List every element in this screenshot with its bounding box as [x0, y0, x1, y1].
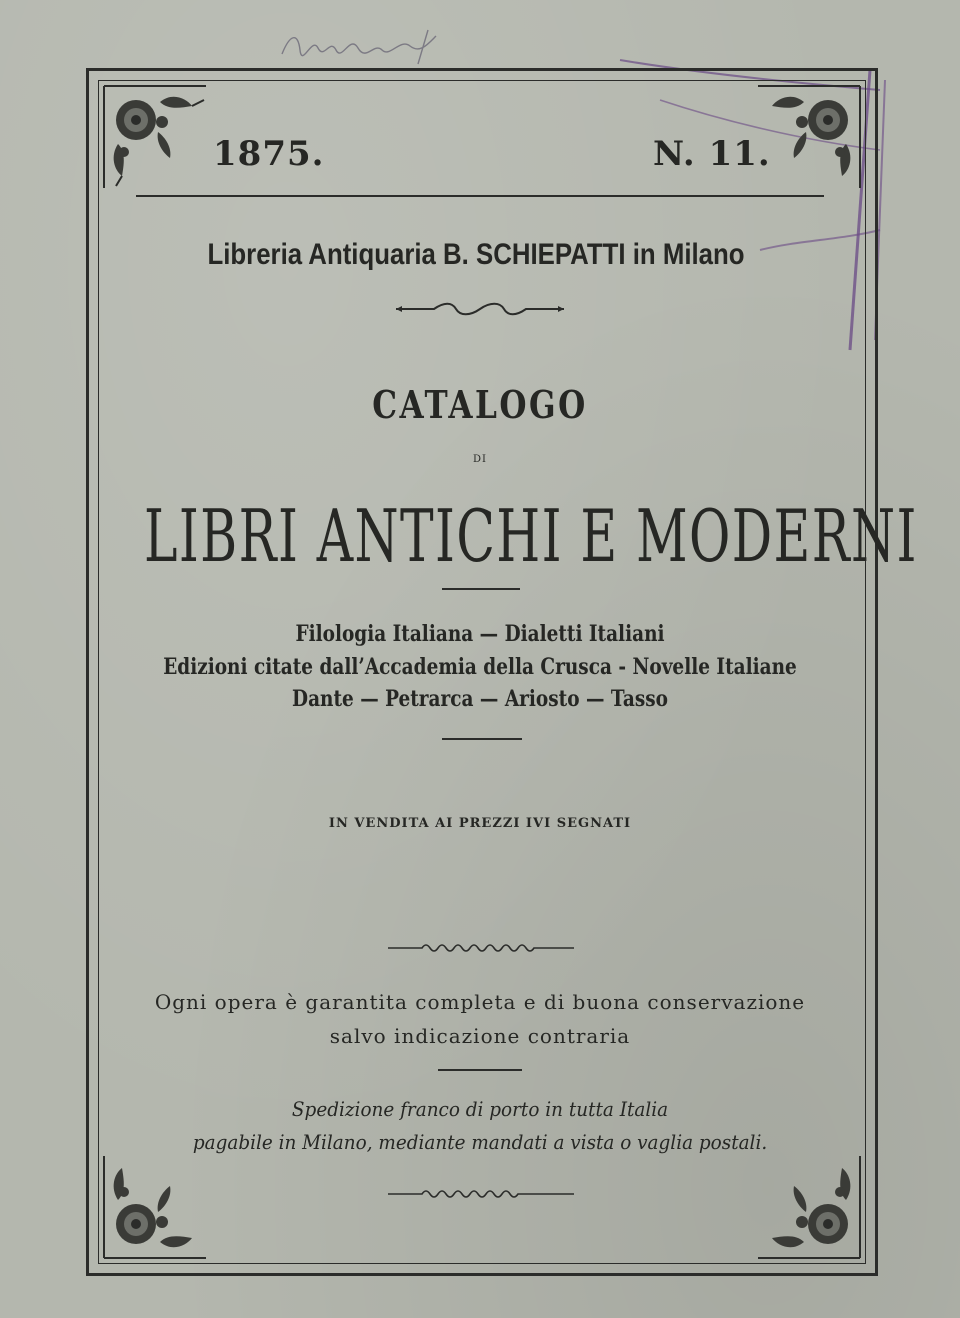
handwritten-note [278, 24, 458, 68]
shipping-line: Spedizione franco di porto in tutta Italia [291, 1097, 669, 1121]
flourish-icon [394, 298, 566, 320]
guarantee-rule [438, 1069, 522, 1071]
shipping-line: pagabile in Milano, mediante mandati a vista o vaglia postali. [192, 1130, 768, 1154]
catalog-year: 1875. [213, 134, 325, 174]
topic-line: Edizioni citate dall’Accademia della Crusca - Novelle Italiane [163, 654, 797, 680]
title-rule [442, 588, 520, 590]
corner-ornament-icon [754, 1152, 864, 1262]
publisher-name: Libreria Antiquaria B. SCHIEPATTI in Milano [207, 238, 745, 271]
corner-ornament-icon [100, 1152, 210, 1262]
catalog-heading: CATALOGO [372, 382, 588, 427]
catalog-main-title: LIBRI ANTICHI E MODERNI [144, 494, 918, 578]
guarantee-line: Ogni opera è garantita completa e di buona conservazione [154, 990, 806, 1014]
topics-rule [442, 738, 522, 740]
header-rule [136, 195, 824, 197]
sale-note: IN VENDITA AI PREZZI IVI SEGNATI [328, 816, 632, 831]
topic-line: Filologia Italiana — Dialetti Italiani [295, 621, 665, 647]
wave-flourish-icon [386, 1184, 576, 1202]
corner-ornament-icon [100, 82, 210, 192]
catalog-number: N. 11. [653, 134, 771, 174]
catalog-heading-di: DI [473, 454, 487, 465]
guarantee-line: salvo indicazione contraria [329, 1024, 631, 1048]
topic-line: Dante — Petrarca — Ariosto — Tasso [292, 686, 668, 712]
wave-flourish-icon [386, 938, 576, 956]
